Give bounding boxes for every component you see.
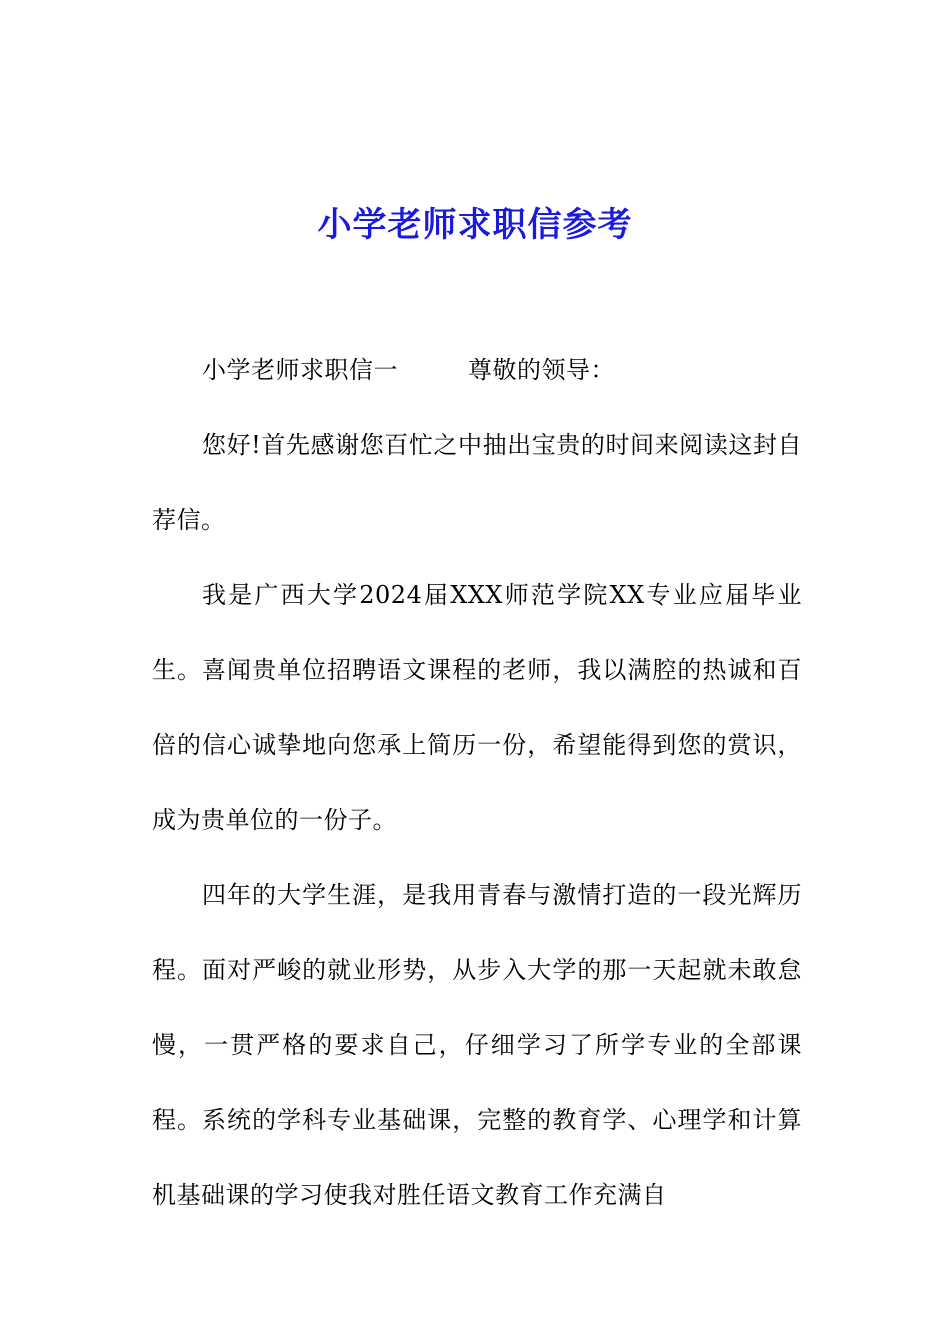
document-title: 小学老师求职信参考 xyxy=(317,204,633,245)
paragraph-greeting: 您好!首先感谢您百忙之中抽出宝贵的时间来阅读这封自荐信。 xyxy=(152,431,802,534)
opening-line xyxy=(152,333,802,408)
paragraph-university: 四年的大学生涯，是我用青春与激情打造的一段光辉历程。面对严峻的就业形势，从步入大学的那一天起就未敢怠慢，一贯严格的要求自己，仔细学习了所学专业的全部课程。系统的学科专业基础课，完整的教育学、心理学和计算机基础课的学习使我对胜任语文教育工作充满自 xyxy=(152,881,802,1209)
document-body xyxy=(152,333,802,1233)
paragraph-introduction: 我是广西大学2024届XXX师范学院XX专业应届毕业生。喜闻贵单位招聘语文课程的老师，我以满腔的热诚和百倍的信心诚挚地向您承上简历一份，希望能得到您的赏识，成为贵单位的一份子。 xyxy=(152,581,802,834)
letter-heading: 小学老师求职信一 xyxy=(202,356,398,384)
salutation: 尊敬的领导： xyxy=(468,356,615,384)
